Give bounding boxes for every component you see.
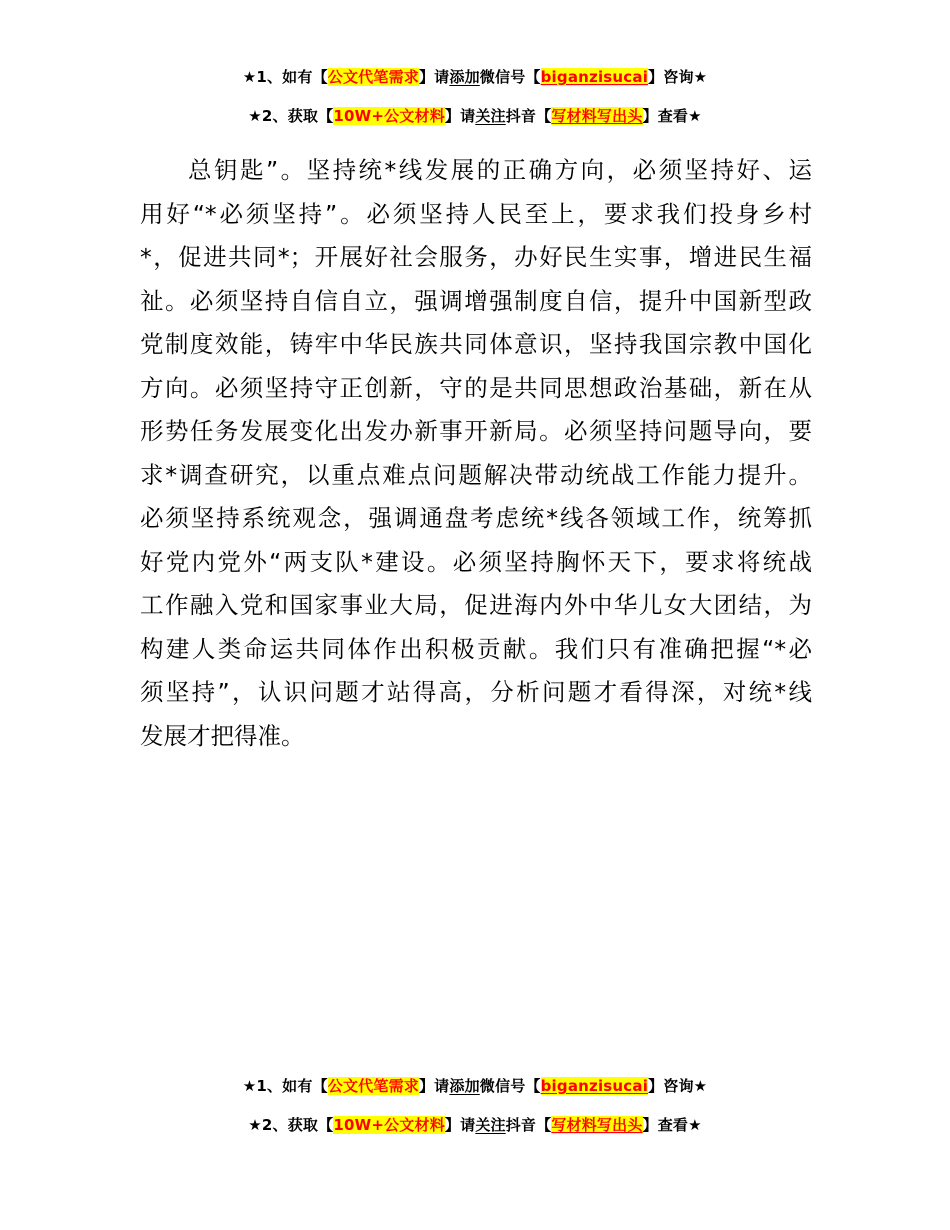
header-ad: [0, 66, 950, 127]
footer-ad-line-2: [0, 1114, 950, 1136]
body-line: 须坚持”，认识问题才站得高，分析问题才看得深，对统*线: [140, 678, 812, 706]
body-line: 好党内党外“两支队*建设。必须坚持胸怀天下，要求将统战: [140, 547, 812, 576]
footer-add-underlined: 添加: [449, 1077, 480, 1095]
footer-wechat-id-highlight: biganzisucai: [540, 1077, 649, 1095]
header-materials-highlight: 10W+公文材料: [333, 107, 445, 125]
body-line: 用好“*必须坚持”。必须坚持人民至上，要求我们投身乡村: [140, 199, 812, 228]
header-line2-douyin-label: 抖音【: [505, 107, 552, 125]
body-line: 必须坚持系统观念，强调通盘考虑统*线各领域工作，统筹抓: [140, 504, 812, 532]
body-line: 祉。必须坚持自信自立，强调增强制度自信，提升中国新型政: [140, 286, 812, 315]
footer-ad-line-1: [0, 1075, 950, 1097]
footer-ad: [0, 1075, 950, 1136]
body-line: 构建人类命运共同体作出积极贡献。我们只有准确把握“*必: [140, 634, 812, 663]
header-ad-line-2: [0, 105, 950, 127]
footer-line2-douyin-label: 抖音【: [505, 1116, 552, 1134]
footer-line1-wechat-label: 微信号【: [479, 1077, 541, 1095]
header-line2-suffix: 】查看★: [642, 107, 702, 125]
header-douyin-account-highlight: 写材料写出头: [551, 107, 643, 125]
footer-materials-highlight: 10W+公文材料: [333, 1116, 445, 1134]
footer-follow-underlined: 关注: [475, 1116, 506, 1134]
header-line1-suffix: 】咨询★: [648, 68, 708, 86]
footer-line1-suffix: 】咨询★: [648, 1077, 708, 1095]
header-line2-please: 】请: [444, 107, 476, 125]
header-line1-please: 】请: [418, 68, 450, 86]
body-line: 发展才把得准。: [140, 721, 305, 750]
footer-line1-please: 】请: [418, 1077, 450, 1095]
header-follow-underlined: 关注: [475, 107, 506, 125]
header-line1-wechat-label: 微信号【: [479, 68, 541, 86]
document-body: [140, 149, 812, 758]
footer-writing-service-highlight: 公文代笔需求: [327, 1077, 419, 1095]
header-writing-service-highlight: 公文代笔需求: [327, 68, 419, 86]
footer-line2-prefix: ★2、获取【: [248, 1116, 334, 1134]
header-wechat-id-highlight: biganzisucai: [540, 68, 649, 86]
body-line: 党制度效能，铸牢中华民族共同体意识，坚持我国宗教中国化: [140, 330, 812, 358]
header-line2-prefix: ★2、获取【: [248, 107, 334, 125]
body-line: 求*调查研究，以重点难点问题解决带动统战工作能力提升。: [140, 460, 812, 489]
header-line1-prefix: ★1、如有【: [242, 68, 328, 86]
header-add-underlined: 添加: [449, 68, 480, 86]
body-line: *，促进共同*；开展好社会服务，办好民生实事，增进民生福: [140, 243, 812, 271]
body-line: 方向。必须坚持守正创新，守的是共同思想政治基础，新在从: [140, 373, 812, 402]
body-line: 工作融入党和国家事业大局，促进海内外中华儿女大团结，为: [140, 591, 812, 619]
footer-line2-please: 】请: [444, 1116, 476, 1134]
body-line: 形势任务发展变化出发办新事开新局。必须坚持问题导向，要: [140, 417, 812, 445]
footer-line2-suffix: 】查看★: [642, 1116, 702, 1134]
footer-douyin-account-highlight: 写材料写出头: [551, 1116, 643, 1134]
body-line: 总钥匙”。坚持统*线发展的正确方向，必须坚持好、运: [188, 156, 812, 184]
header-ad-line-1: [0, 66, 950, 88]
footer-line1-prefix: ★1、如有【: [242, 1077, 328, 1095]
